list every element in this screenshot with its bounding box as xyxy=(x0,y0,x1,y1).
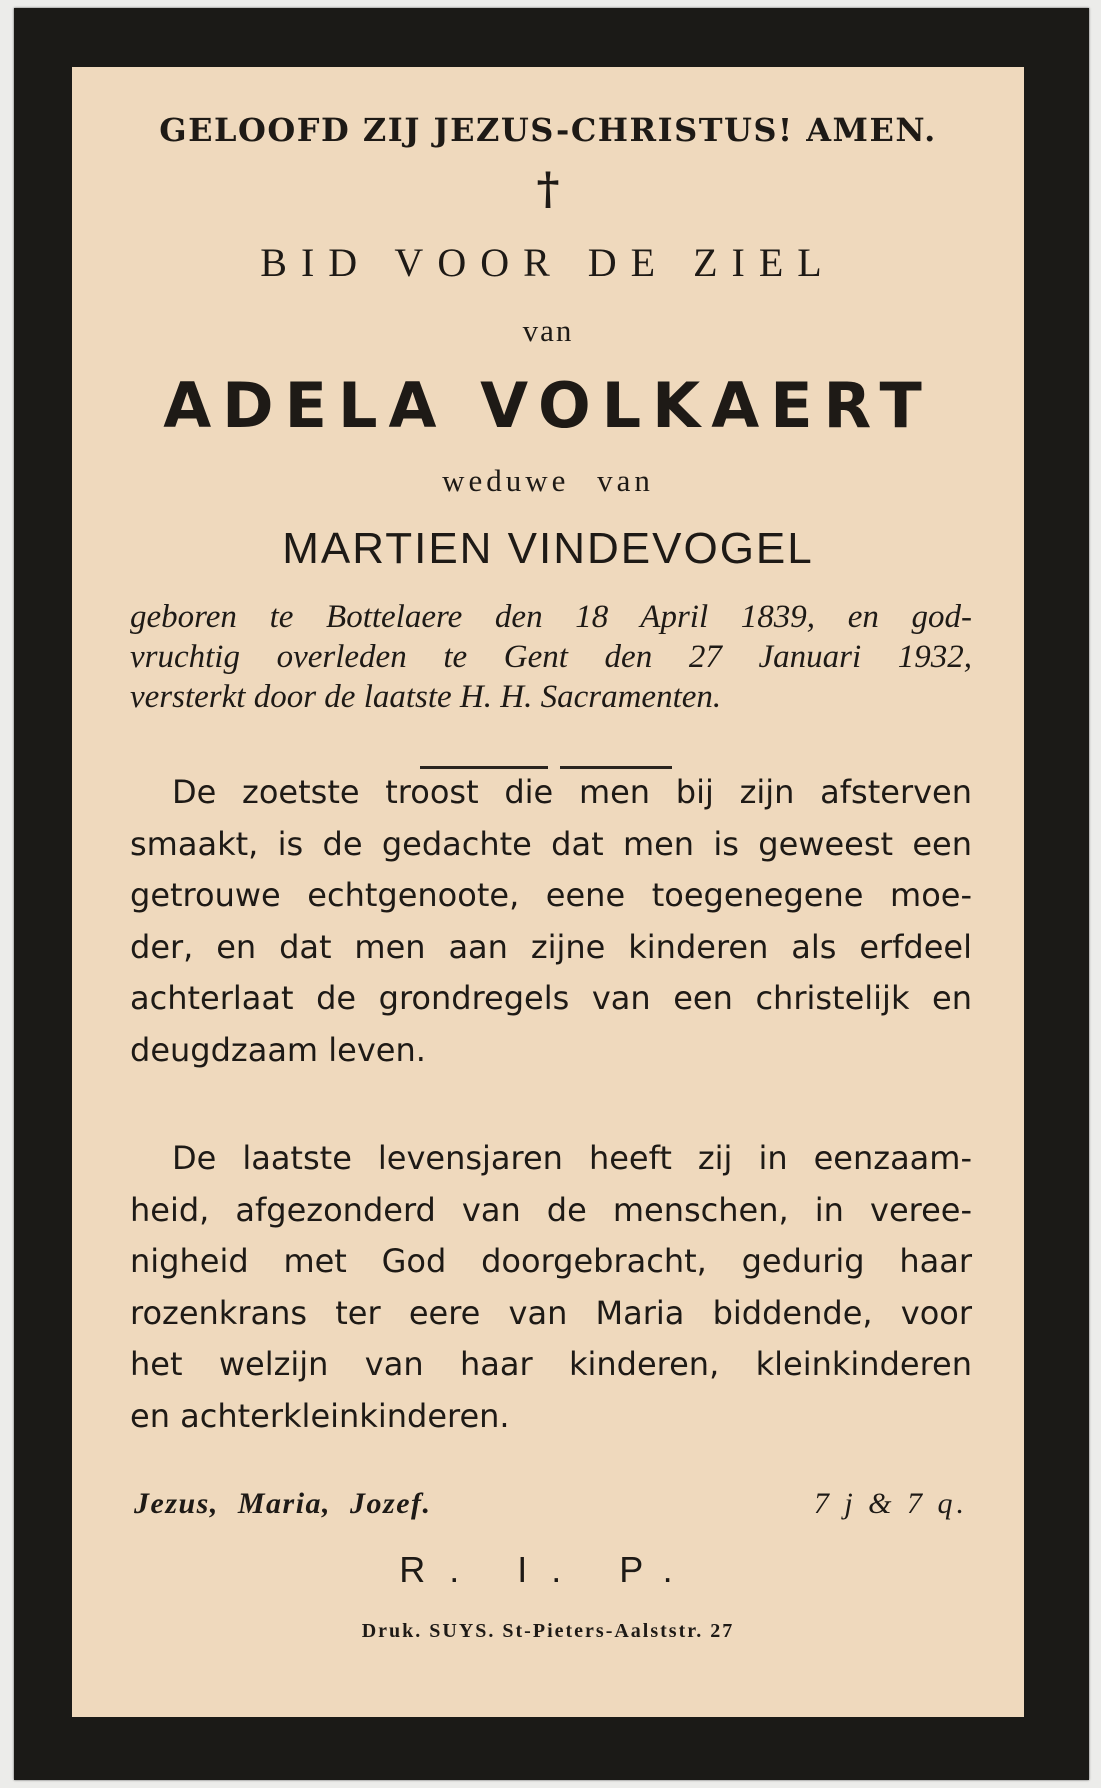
paragraph-line: rozenkrans ter eere van Maria biddende, voor xyxy=(130,1293,972,1332)
biography xyxy=(130,597,972,717)
cross-icon: † xyxy=(536,164,560,215)
indulgence-note: 7 j & 7 q. xyxy=(813,1487,968,1520)
deceased-name: ADELA VOLKAERT xyxy=(163,369,933,442)
paragraph-line: smaakt, is de gedachte dat men is geweest een xyxy=(130,824,972,863)
printer-imprint: Druk. SUYS. St-Pieters-Aalststr. 27 xyxy=(361,1620,735,1642)
paragraph-line: heid, afgezonderd van de menschen, in veree- xyxy=(130,1190,972,1229)
paragraph-line: en achterkleinkinderen. xyxy=(130,1396,510,1435)
paragraph-line: nigheid met God doorgebracht, gedurig haar xyxy=(130,1242,972,1280)
prayer-invocation: Jezus, Maria, Jozef. xyxy=(134,1487,432,1520)
biography-line: vruchtig overleden te Gent den 27 Januari 1932, xyxy=(130,639,972,675)
paragraph-line: De laatste levensjaren heeft zij in eenzaam- xyxy=(172,1139,972,1177)
rip-text: R. I. P. xyxy=(399,1549,697,1590)
paragraph-line: het welzijn van haar kinderen, kleinkinderen xyxy=(130,1345,972,1383)
pray-line: BID VOOR DE ZIEL xyxy=(260,240,836,285)
paragraph-line: deugdzaam leven. xyxy=(130,1030,426,1069)
paragraph-line: achterlaat de grondregels van een christelijk en xyxy=(130,979,972,1017)
paragraph-2 xyxy=(130,1133,972,1442)
paragraph-line: De zoetste troost die men bij zijn afsterven xyxy=(172,773,972,811)
paragraph-1 xyxy=(130,767,972,1076)
paragraph-line: der, en dat men aan zijne kinderen als erfdeel xyxy=(130,927,972,966)
card-header: GELOOFD ZIJ JEZUS-CHRISTUS! AMEN. xyxy=(159,111,937,149)
biography-line: versterkt door de laatste H. H. Sacramenten. xyxy=(130,679,722,715)
biography-line: geboren te Bottelaere den 18 April 1839, en god- xyxy=(130,599,972,635)
paragraph-line: getrouwe echtgenoote, eene toegenegene moe- xyxy=(130,876,972,914)
memorial-card xyxy=(72,67,1024,1717)
husband-name: MARTIEN VINDEVOGEL xyxy=(282,524,814,573)
widow-of-label: weduwe van xyxy=(442,463,654,498)
van-label: van xyxy=(522,313,574,348)
